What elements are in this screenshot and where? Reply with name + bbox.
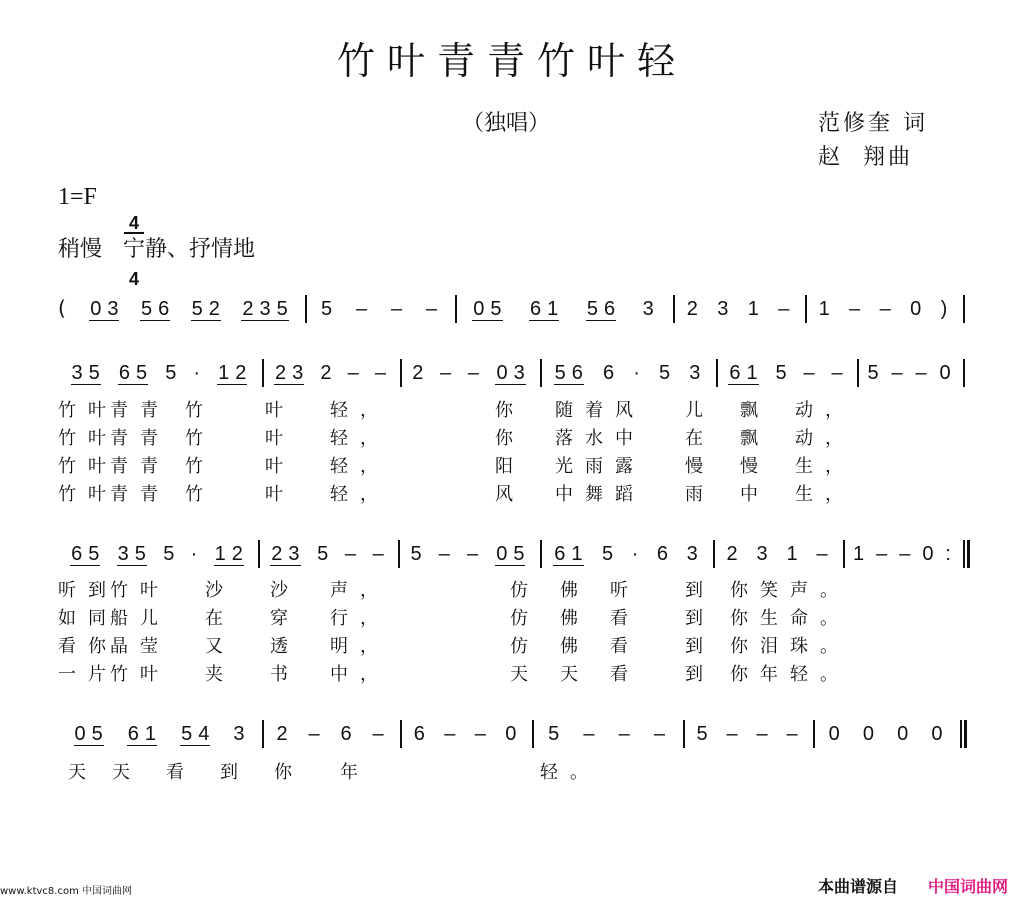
note: 1 xyxy=(818,298,830,320)
lyric: 随着风 xyxy=(555,400,645,421)
barline xyxy=(963,540,965,568)
dash: – xyxy=(355,298,368,320)
measure xyxy=(536,719,677,749)
lyric: 看 xyxy=(610,636,640,657)
time-bottom: 4 xyxy=(129,269,140,289)
measure xyxy=(847,539,957,569)
lyric: 沙 xyxy=(205,580,235,601)
lyric: 书 xyxy=(270,664,300,685)
note: 2 xyxy=(231,542,243,565)
note-group xyxy=(529,298,559,321)
barline xyxy=(262,720,264,748)
note: 6 xyxy=(118,361,130,384)
lyric: 青青 xyxy=(110,400,170,421)
tempo-marking: 稍慢 宁静、抒情地 xyxy=(58,237,255,262)
measure xyxy=(544,539,707,569)
barline xyxy=(540,540,542,568)
lyric: 竹 xyxy=(185,428,215,449)
note: 3 xyxy=(756,543,768,565)
lyric: 一片 xyxy=(58,664,118,685)
barline xyxy=(305,295,307,323)
lyric: 竹叶 xyxy=(58,484,118,505)
measure xyxy=(459,294,667,324)
lyric: 轻。 xyxy=(540,762,600,783)
lyric: 竹叶 xyxy=(58,428,118,449)
note: 5 xyxy=(867,362,879,384)
lyric: 叶 xyxy=(265,400,295,421)
dash: – xyxy=(467,362,479,384)
dash: – xyxy=(308,723,320,745)
dash: – xyxy=(915,362,927,384)
note: 6 xyxy=(571,361,583,384)
note: 5 xyxy=(165,362,177,384)
note: 2 xyxy=(726,543,738,565)
dash: – xyxy=(803,362,815,384)
measure xyxy=(262,539,392,569)
lyric: 到 xyxy=(685,664,715,685)
barline xyxy=(963,359,965,387)
note: 0 xyxy=(939,362,951,384)
lyric: 动， xyxy=(795,400,855,421)
lyric: 竹 xyxy=(185,400,215,421)
dash: – xyxy=(726,723,738,745)
note: 6 xyxy=(729,361,741,384)
note: 5 xyxy=(181,722,193,745)
note: 3 xyxy=(107,297,119,320)
note: 1 xyxy=(747,298,759,320)
key-signature: 1=F xyxy=(58,184,97,210)
lyric: 佛 xyxy=(560,636,590,657)
note-group xyxy=(495,362,525,385)
note: 5 xyxy=(696,723,708,745)
lyric: 飘 xyxy=(740,400,770,421)
note-group xyxy=(214,543,244,566)
note: 3 xyxy=(717,298,729,320)
note: 3 xyxy=(233,723,245,745)
lyric: 如同 xyxy=(58,608,118,629)
lyric: 生， xyxy=(795,456,855,477)
lyric: 中 xyxy=(740,484,770,505)
dash: – xyxy=(425,298,438,320)
note: 6 xyxy=(530,297,542,320)
barline xyxy=(673,295,675,323)
lyricist-credit: 范修奎 词 xyxy=(818,111,928,136)
note: 6 xyxy=(554,542,566,565)
note-group xyxy=(191,298,221,321)
open-paren: ( xyxy=(58,296,66,320)
note: 1 xyxy=(786,543,798,565)
measure xyxy=(402,539,534,569)
barline xyxy=(716,359,718,387)
note-group xyxy=(495,543,525,566)
barline xyxy=(713,540,715,568)
note: 0 xyxy=(897,723,909,745)
dash: – xyxy=(756,723,768,745)
dash: – xyxy=(438,543,450,565)
lyric: 竹叶 xyxy=(110,664,170,685)
lyric: 到 xyxy=(685,580,715,601)
barline xyxy=(262,359,264,387)
barline xyxy=(843,540,845,568)
lyric: 你 xyxy=(495,400,525,421)
note: 0 xyxy=(74,722,86,745)
note: 1 xyxy=(571,542,583,565)
dash: – xyxy=(831,362,843,384)
dash: – xyxy=(347,362,359,384)
lyric: 阳 xyxy=(495,456,525,477)
lyric: 天 xyxy=(510,664,540,685)
dash: – xyxy=(618,723,630,745)
lyric: 生， xyxy=(795,484,855,505)
note: 6 xyxy=(413,723,425,745)
note: 2 xyxy=(208,297,220,320)
lyric: 竹叶 xyxy=(58,456,118,477)
lyric: 叶 xyxy=(265,484,295,505)
time-top: 4 xyxy=(124,214,144,234)
note: 5 xyxy=(317,543,329,565)
lyric: 轻， xyxy=(330,484,390,505)
composer-credit: 赵 翔曲 xyxy=(818,145,913,170)
note: 2 xyxy=(276,723,288,745)
note: 2 xyxy=(412,362,424,384)
lyric: 竹叶 xyxy=(110,580,170,601)
barline xyxy=(683,720,685,748)
note: : xyxy=(945,543,951,565)
note: 5 xyxy=(191,297,203,320)
lyric: 明， xyxy=(330,636,390,657)
barline xyxy=(805,295,807,323)
note: 2 xyxy=(242,297,254,320)
barline xyxy=(400,359,402,387)
lyric: 沙 xyxy=(270,580,300,601)
lyric: 仿 xyxy=(510,608,540,629)
note: 3 xyxy=(686,543,698,565)
note: 6 xyxy=(158,297,170,320)
lyric: 飘 xyxy=(740,428,770,449)
lyric: 你 xyxy=(274,762,304,783)
note: 1 xyxy=(746,361,758,384)
note: 0 xyxy=(931,723,943,745)
lyric: 天 xyxy=(112,762,142,783)
dash: – xyxy=(372,723,384,745)
lyric: 到 xyxy=(685,608,715,629)
note: · xyxy=(631,543,639,565)
dash: – xyxy=(849,298,861,320)
note: 0 xyxy=(862,723,874,745)
lyric: 佛 xyxy=(560,580,590,601)
lyric: 叶 xyxy=(265,428,295,449)
barline xyxy=(258,540,260,568)
dash: – xyxy=(344,543,356,565)
note: 6 xyxy=(602,362,615,384)
lyric: 到 xyxy=(685,636,715,657)
note: 3 xyxy=(292,361,304,384)
note-group xyxy=(274,362,304,385)
note: 1 xyxy=(218,361,230,384)
note: 0 xyxy=(496,361,508,384)
lyric: 竹叶 xyxy=(58,400,118,421)
dash: – xyxy=(653,723,665,745)
note: 5 xyxy=(276,297,288,320)
lyric: 你 xyxy=(495,428,525,449)
note: 5 xyxy=(410,543,422,565)
dash: – xyxy=(390,298,403,320)
note: 5 xyxy=(554,361,566,384)
lyric: 看 xyxy=(610,664,640,685)
lyric: 你泪珠。 xyxy=(730,636,850,657)
note: 5 xyxy=(88,542,100,565)
lyric: 仿 xyxy=(510,580,540,601)
note: · xyxy=(190,543,198,565)
footer-source: 本曲谱源自 xyxy=(818,877,899,896)
footer-watermark: www.ktvc8.com 中国词曲网 xyxy=(0,886,133,897)
measure xyxy=(266,719,394,749)
note: 1 xyxy=(144,722,157,745)
lyric: 慢 xyxy=(685,456,715,477)
lyric: 轻， xyxy=(330,400,390,421)
note: 5 xyxy=(134,542,146,565)
note: 0 xyxy=(910,298,922,320)
lyric: 佛 xyxy=(560,608,590,629)
final-barline xyxy=(964,720,967,748)
lyric: 仿 xyxy=(510,636,540,657)
note-group xyxy=(728,362,758,385)
lyric: 你生命。 xyxy=(730,608,850,629)
note: · xyxy=(193,362,201,384)
lyric: 雨 xyxy=(685,484,715,505)
note: 3 xyxy=(513,361,525,384)
dash: – xyxy=(374,362,386,384)
note: 5 xyxy=(659,362,671,384)
lyric: 动， xyxy=(795,428,855,449)
measure xyxy=(720,358,851,388)
note-group xyxy=(217,362,247,385)
lyric: 听到 xyxy=(58,580,118,601)
note-group xyxy=(89,298,119,321)
lyric: 中舞蹈 xyxy=(555,484,645,505)
note: 3 xyxy=(259,297,271,320)
lyric: 轻， xyxy=(330,456,390,477)
lyric: 儿 xyxy=(685,400,715,421)
note: 6 xyxy=(603,297,616,320)
note: 5 xyxy=(91,722,103,745)
note-group xyxy=(586,298,616,321)
note: 5 xyxy=(513,542,525,565)
dash: – xyxy=(444,723,456,745)
note: 4 xyxy=(198,722,210,745)
note: 6 xyxy=(340,723,352,745)
measure xyxy=(404,358,534,388)
dash: – xyxy=(786,723,798,745)
note: 5 xyxy=(320,298,333,320)
dash: – xyxy=(778,298,790,320)
lyric: 又 xyxy=(205,636,235,657)
measure xyxy=(817,719,954,749)
footer-site: 中国词曲网 xyxy=(928,877,1009,896)
barline xyxy=(813,720,815,748)
note-group xyxy=(74,723,104,746)
lyric: 青青 xyxy=(110,484,170,505)
barline xyxy=(398,540,400,568)
note: 3 xyxy=(71,361,83,384)
lyric: 天 xyxy=(68,762,98,783)
note: 1 xyxy=(852,543,865,565)
note-group xyxy=(553,543,583,566)
lyric: 透 xyxy=(270,636,300,657)
measure xyxy=(404,719,526,749)
note: 3 xyxy=(642,298,654,320)
dash: – xyxy=(816,543,828,565)
lyric: 天 xyxy=(560,664,590,685)
lyric: 看 xyxy=(610,608,640,629)
measure xyxy=(266,358,394,388)
note: 0 xyxy=(473,297,485,320)
barline xyxy=(857,359,859,387)
dash: – xyxy=(876,543,888,565)
lyric: 青青 xyxy=(110,428,170,449)
note: 2 xyxy=(271,542,283,565)
barline xyxy=(532,720,534,748)
note: 0 xyxy=(828,723,840,745)
note: 2 xyxy=(235,361,247,384)
measure xyxy=(62,719,256,749)
measure xyxy=(809,294,957,324)
measure xyxy=(79,294,299,324)
lyric: 竹 xyxy=(185,484,215,505)
note: 0 xyxy=(505,723,517,745)
note-group xyxy=(117,543,147,566)
note-group xyxy=(270,543,300,566)
note: 5 xyxy=(135,361,148,384)
note: 5 xyxy=(602,543,614,565)
dash: – xyxy=(583,723,595,745)
measure xyxy=(717,539,837,569)
dash: – xyxy=(372,543,384,565)
note-group xyxy=(241,298,288,321)
note: 0 xyxy=(90,297,102,320)
lyric: 你年轻。 xyxy=(730,664,850,685)
lyric: 落水中 xyxy=(555,428,645,449)
lyric: 行， xyxy=(330,608,390,629)
note: 0 xyxy=(496,542,508,565)
measure xyxy=(62,358,256,388)
lyric: 船儿 xyxy=(110,608,170,629)
barline xyxy=(963,295,965,323)
note: 3 xyxy=(288,542,300,565)
note-group xyxy=(140,298,170,321)
lyric: 到 xyxy=(220,762,250,783)
lyric: 声， xyxy=(330,580,390,601)
measure xyxy=(309,294,449,324)
note-group xyxy=(118,362,148,385)
song-title: 竹叶青青竹叶轻 xyxy=(336,39,687,83)
note: 5 xyxy=(88,361,100,384)
lyric: 叶 xyxy=(265,456,295,477)
lyric: 在 xyxy=(205,608,235,629)
note: 6 xyxy=(656,543,669,565)
barline xyxy=(960,720,962,748)
note-group xyxy=(71,362,101,385)
dash: – xyxy=(879,298,891,320)
lyric: 中， xyxy=(330,664,390,685)
performance-type: （独唱） xyxy=(462,111,551,136)
note: ) xyxy=(940,298,948,320)
lyric: 在 xyxy=(685,428,715,449)
measure xyxy=(544,358,710,388)
note: 5 xyxy=(548,723,560,745)
note-group xyxy=(554,362,584,385)
note: 1 xyxy=(214,542,226,565)
note: 2 xyxy=(320,362,332,384)
note-group xyxy=(472,298,502,321)
dash: – xyxy=(474,723,486,745)
lyric: 光雨露 xyxy=(555,456,645,477)
lyric: 竹 xyxy=(185,456,215,477)
dash: – xyxy=(466,543,479,565)
lyric: 年 xyxy=(340,762,370,783)
lyric: 听 xyxy=(610,580,640,601)
lyric: 轻， xyxy=(330,428,390,449)
dash: – xyxy=(899,543,911,565)
barline xyxy=(540,359,542,387)
measure xyxy=(62,539,252,569)
note-group xyxy=(180,723,210,746)
note: 5 xyxy=(586,297,598,320)
note: 3 xyxy=(117,542,129,565)
lyric: 看你 xyxy=(58,636,118,657)
note: 6 xyxy=(127,722,139,745)
lyric: 你笑声。 xyxy=(730,580,850,601)
lyric: 晶莹 xyxy=(110,636,170,657)
note: 3 xyxy=(689,362,701,384)
barline xyxy=(400,720,402,748)
measure xyxy=(677,294,799,324)
note: 2 xyxy=(686,298,698,320)
lyric: 看 xyxy=(166,762,196,783)
barline xyxy=(455,295,457,323)
lyric: 青青 xyxy=(110,456,170,477)
final-barline xyxy=(967,540,970,568)
note: · xyxy=(633,362,640,384)
note: 5 xyxy=(163,543,175,565)
lyric: 慢 xyxy=(740,456,770,477)
note-group xyxy=(127,723,157,746)
measure xyxy=(861,358,957,388)
note: 1 xyxy=(547,297,559,320)
note: 0 xyxy=(922,543,934,565)
note: 5 xyxy=(775,362,787,384)
measure xyxy=(687,719,807,749)
lyric: 风 xyxy=(495,484,525,505)
lyric: 穿 xyxy=(270,608,300,629)
dash: – xyxy=(891,362,903,384)
note-group xyxy=(70,543,100,566)
note: 5 xyxy=(490,297,502,320)
dash: – xyxy=(440,362,452,384)
note: 5 xyxy=(140,297,153,320)
note: 6 xyxy=(71,542,83,565)
lyric: 夹 xyxy=(205,664,235,685)
note: 2 xyxy=(275,361,287,384)
